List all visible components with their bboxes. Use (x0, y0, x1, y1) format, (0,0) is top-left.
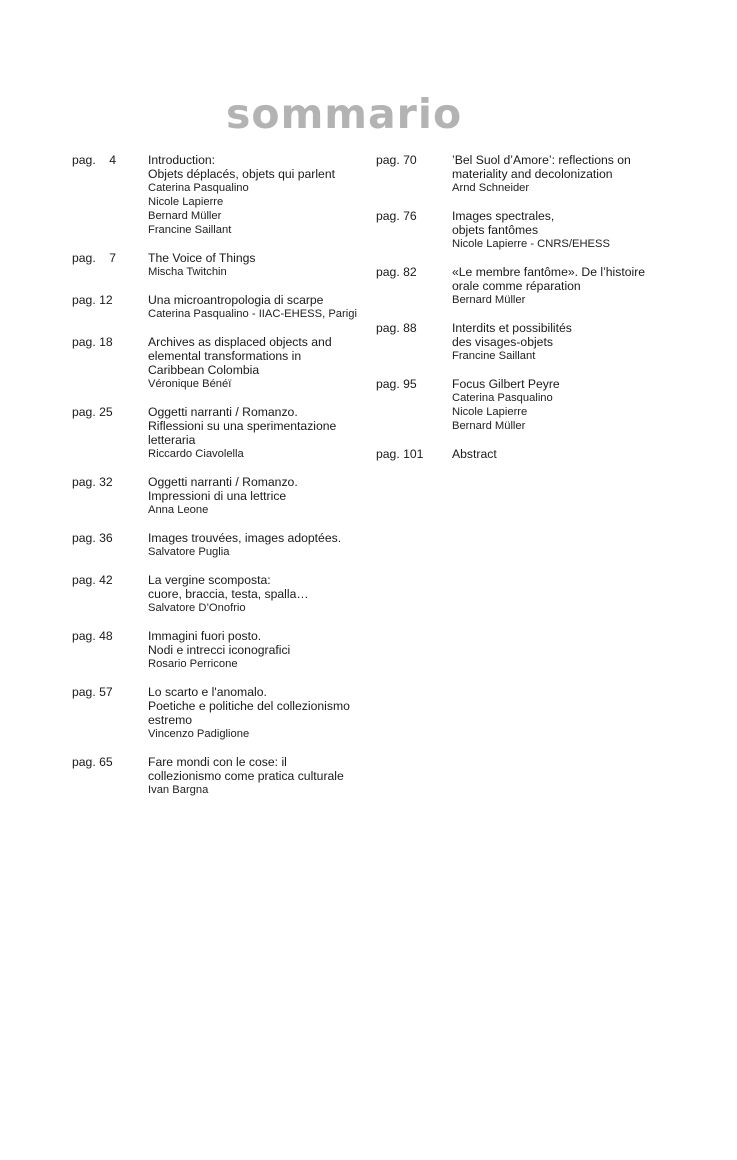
entry-title-line: letteraria (148, 433, 196, 447)
toc-entry (376, 153, 676, 195)
toc-entry (72, 153, 372, 237)
entry-title-line: collezionismo come pratica culturale (148, 769, 344, 783)
toc-entry (72, 293, 372, 321)
page-title: sommario (226, 90, 463, 138)
entry-author: Caterina Pasqualino (452, 392, 553, 404)
entry-title-line: Fare mondi con le cose: il (148, 755, 287, 769)
page-number: pag. 70 (376, 153, 417, 167)
entry-author: Francine Saillant (452, 350, 536, 362)
toc-entry (72, 685, 372, 741)
toc-entry (72, 573, 372, 615)
toc-entry-body (452, 153, 676, 195)
entry-title-line: La vergine scomposta: (148, 573, 271, 587)
toc-entry-body (148, 251, 372, 279)
entry-author: Bernard Müller (452, 294, 526, 306)
entry-title-line: orale comme réparation (452, 279, 581, 293)
entry-title-line: estremo (148, 713, 193, 727)
toc-column-right (376, 153, 676, 475)
entry-title-line: elemental transformations in (148, 349, 302, 363)
page-number: pag. 4 (72, 153, 117, 167)
entry-title-line: Images spectrales, (452, 209, 555, 223)
toc-entry (376, 209, 676, 251)
page-number: pag. 42 (72, 573, 113, 587)
page-number: pag. 36 (72, 531, 113, 545)
page-number: pag. 32 (72, 475, 113, 489)
entry-title-line: Riflessioni su una sperimentazione (148, 419, 337, 433)
page-number: pag. 88 (376, 321, 417, 335)
toc-entry-body (148, 755, 372, 797)
page-number: pag. 18 (72, 335, 113, 349)
entry-title-line: The Voice of Things (148, 251, 256, 265)
entry-author: Salvatore Puglia (148, 546, 230, 558)
entry-author: Nicole Lapierre (148, 196, 224, 208)
page-number: pag. 65 (72, 755, 113, 769)
entry-author: Vincenzo Padiglione (148, 728, 250, 740)
toc-entry-body (452, 209, 676, 251)
page-number: pag. 82 (376, 265, 417, 279)
entry-title-line: Interdits et possibilités (452, 321, 572, 335)
entry-title-line: Abstract (452, 447, 497, 461)
page-number: pag. 101 (376, 447, 424, 461)
toc-entry-body (148, 405, 372, 461)
entry-title-line: Nodi e intrecci iconografici (148, 643, 291, 657)
toc-entry (376, 265, 676, 307)
entry-title-line: Caribbean Colombia (148, 363, 260, 377)
entry-author: Arnd Schneider (452, 182, 530, 194)
toc-entry (72, 405, 372, 461)
toc-entry (72, 251, 372, 279)
entry-title-line: des visages-objets (452, 335, 553, 349)
entry-title-line: Oggetti narranti / Romanzo. (148, 405, 298, 419)
toc-entry-body (148, 685, 372, 741)
entry-author: Bernard Müller (452, 420, 526, 432)
page-number: pag. 48 (72, 629, 113, 643)
toc-entry (376, 377, 676, 433)
toc-entry (376, 447, 676, 461)
toc-entry (72, 629, 372, 671)
toc-entry-body (452, 265, 676, 307)
toc-entry-body (452, 447, 676, 461)
entry-author: Caterina Pasqualino (148, 182, 249, 194)
entry-title-line: materiality and decolonization (452, 167, 613, 181)
entry-author: Rosario Perricone (148, 658, 238, 670)
page-number: pag. 12 (72, 293, 113, 307)
toc-entry-body (148, 153, 372, 237)
page-number: pag. 95 (376, 377, 417, 391)
toc-entry-body (148, 293, 372, 321)
entry-title-line: Introduction: (148, 153, 216, 167)
toc-entry-body (148, 335, 372, 391)
entry-title-line: objets fantômes (452, 223, 539, 237)
entry-author: Anna Leone (148, 504, 209, 516)
page-number: pag. 76 (376, 209, 417, 223)
entry-author: Francine Saillant (148, 224, 232, 236)
entry-title-line: Impressioni di una lettrice (148, 489, 287, 503)
entry-author: Mischa Twitchin (148, 266, 227, 278)
entry-author: Bernard Müller (148, 210, 222, 222)
entry-author: Nicole Lapierre - CNRS/EHESS (452, 238, 610, 250)
toc-entry (376, 321, 676, 363)
entry-author: Riccardo Ciavolella (148, 448, 244, 460)
toc-entry-body (452, 321, 676, 363)
entry-title-line: Objets déplacés, objets qui parlent (148, 167, 335, 181)
entry-title-line: Lo scarto e l'anomalo. (148, 685, 267, 699)
entry-title-line: Poetiche e politiche del collezionismo (148, 699, 350, 713)
page-number: pag. 7 (72, 251, 117, 265)
entry-title-line: «Le membre fantôme». De l’histoire (452, 265, 646, 279)
entry-author: Caterina Pasqualino - IIAC-EHESS, Parigi (148, 308, 357, 320)
entry-title-line: Focus Gilbert Peyre (452, 377, 560, 391)
entry-title-line: cuore, braccia, testa, spalla… (148, 587, 309, 601)
toc-entry (72, 475, 372, 517)
entry-title-line: Una microantropologia di scarpe (148, 293, 324, 307)
toc-entry (72, 335, 372, 391)
toc-entry-body (452, 377, 676, 433)
entry-author: Ivan Bargna (148, 784, 209, 796)
entry-title-line: Archives as displaced objects and (148, 335, 332, 349)
toc-entry-body (148, 475, 372, 517)
entry-title-line: Images trouvées, images adoptées. (148, 531, 342, 545)
toc-entry (72, 531, 372, 559)
toc-entry-body (148, 573, 372, 615)
entry-title-line: Oggetti narranti / Romanzo. (148, 475, 298, 489)
toc-entry-body (148, 629, 372, 671)
toc-entry (72, 755, 372, 797)
entry-author: Véronique Bénéï (148, 378, 232, 390)
entry-author: Nicole Lapierre (452, 406, 528, 418)
entry-title-line: ’Bel Suol d’Amore’: reflections on (452, 153, 631, 167)
page-number: pag. 25 (72, 405, 113, 419)
entry-title-line: Immagini fuori posto. (148, 629, 262, 643)
toc-entry-body (148, 531, 372, 559)
toc-column-left (72, 153, 372, 811)
page-number: pag. 57 (72, 685, 113, 699)
entry-author: Salvatore D’Onofrio (148, 602, 246, 614)
